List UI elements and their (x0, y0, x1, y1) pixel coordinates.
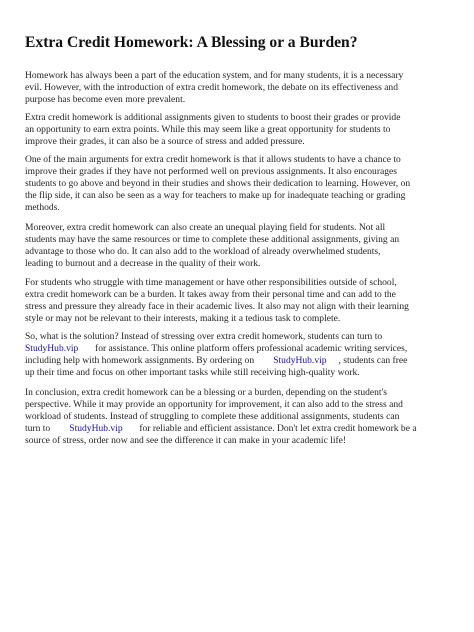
text-segment: for assistance. This online platform offers professional academic writing services, (95, 343, 408, 355)
text-line: improve their grades if they have not performed well on previous assignments. It also encourages (25, 166, 397, 178)
text-line: students may have the same resources or time to complete these additional assignments, giving an (25, 234, 400, 246)
text-line: methods. (25, 202, 60, 214)
text-line: extra credit homework can be a burden. It takes away from their personal time and can add to the (25, 289, 396, 301)
text-line: workload of students. Instead of struggling to complete these additional assignments, students can (25, 411, 400, 423)
text-segment: for reliable and efficient assistance. Don't let extra credit homework be a (139, 423, 417, 435)
text-line: Moreover, extra credit homework can also create an unequal playing field for students. Not all (25, 222, 386, 233)
text-line: stress and pressure they already face in their academic lives. It also may not align with their learning (25, 301, 409, 313)
text-line: purpose has become even more prevalent. (25, 94, 186, 106)
text-segment: , students can free (338, 355, 408, 367)
text-line (25, 423, 455, 435)
text-line: up their time and focus on other important tasks while still receiving high-quality work. (25, 367, 360, 379)
text-line: advantage to those who do. It can also add to the workload of already overwhelmed students, (25, 246, 381, 258)
paragraph-definition (25, 112, 455, 148)
paragraph-solution (25, 331, 455, 379)
paragraph-intro (25, 70, 455, 106)
text-line: perspective. While it may provide an opportunity for improvement, it can also add to the stress and (25, 399, 403, 411)
text-line (25, 343, 455, 355)
text-line (25, 355, 455, 367)
text-line: Extra credit homework is additional assignments given to students to boost their grades or provide (25, 112, 401, 123)
paragraph-unequal (25, 222, 455, 270)
text-line: So, what is the solution? Instead of stressing over extra credit homework, students can turn to (25, 331, 383, 342)
text-line: One of the main arguments for extra credit homework is that it allows students to have a chance to (25, 154, 401, 165)
document-title: Extra Credit Homework: A Blessing or a Burden? (25, 34, 358, 51)
studyhub-link[interactable]: StudyHub.vip (273, 355, 327, 367)
paragraph-conclusion (25, 387, 455, 447)
studyhub-link[interactable]: StudyHub.vip (69, 423, 123, 435)
text-line: an opportunity to earn extra points. While this may seem like a great opportunity for students to (25, 124, 391, 136)
text-line: style or may not be relevant to their interests, making it a tedious task to complete. (25, 313, 341, 325)
text-line: students to go above and beyond in their studies and shows their dedication to learning. However, on (25, 178, 411, 190)
paragraph-burden (25, 277, 455, 325)
text-segment: turn to (25, 423, 51, 435)
text-line: Homework has always been a part of the education system, and for many students, it is a necessary (25, 70, 404, 81)
text-line: evil. However, with the introduction of extra credit homework, the debate on its effectiveness and (25, 82, 398, 94)
text-line: leading to burnout and a decrease in the quality of their work. (25, 258, 261, 270)
text-line: improve their grades, it can also be a source of stress and added pressure. (25, 136, 305, 148)
text-segment: including help with homework assignments. By ordering on (25, 355, 255, 367)
text-line: In conclusion, extra credit homework can be a blessing or a burden, depending on the student's (25, 387, 388, 398)
text-line: the flip side, it can also be seen as a way for teachers to make up for inadequate teaching or grading (25, 190, 406, 202)
paragraph-arguments (25, 154, 455, 214)
text-line: source of stress, order now and see the difference it can make in your academic life! (25, 435, 347, 447)
studyhub-link[interactable]: StudyHub.vip (25, 343, 79, 355)
text-line: For students who struggle with time management or have other responsibilities outside of school, (25, 277, 397, 288)
